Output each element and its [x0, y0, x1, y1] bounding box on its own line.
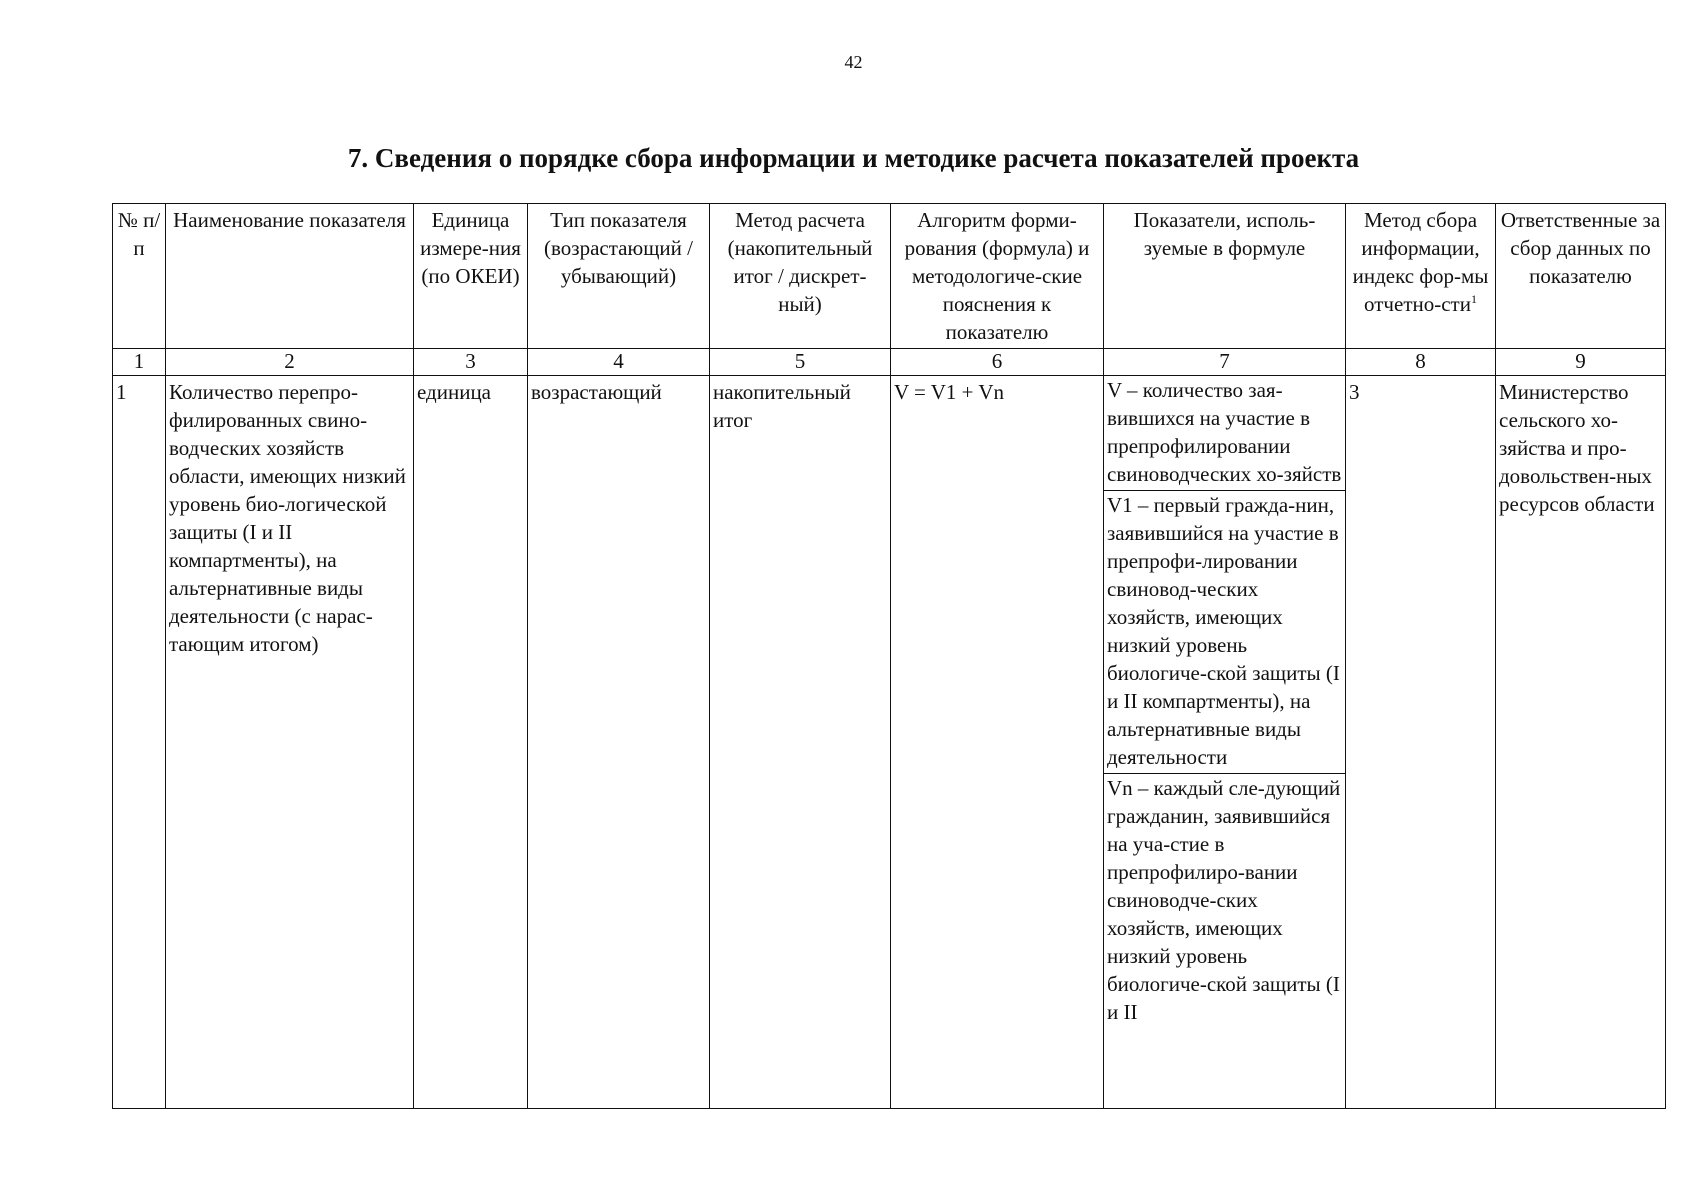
- column-number: 2: [166, 349, 414, 376]
- header-row: [113, 204, 1666, 349]
- footnote-marker: 1: [1470, 292, 1477, 306]
- column-number: 5: [710, 349, 891, 376]
- header-num: № п/п: [113, 204, 166, 349]
- variable-vn: Vn – каждый сле-дующий гражданин, заявившийся на уча-стие в препрофилиро-вании свиноводче-ских хозяйств, имеющих низкий уровень биологиче-ской защиты (I и II: [1107, 776, 1341, 1024]
- header-unit: Единица измере-ния (по ОКЕИ): [414, 204, 528, 349]
- header-responsible: Ответственные за сбор данных по показателю: [1496, 204, 1666, 349]
- variable-v1: V1 – первый гражда-нин, заявившийся на участие в препрофи-лировании свиновод-ческих хозяйств, имеющих низкий уровень биологиче-ской защиты (I и II компартменты), на альтернативные виды деятельности: [1104, 491, 1345, 774]
- row-type: возрастающий: [528, 376, 710, 1109]
- header-indicators: Показатели, исполь-зуемые в формуле: [1104, 204, 1346, 349]
- variable-v: V – количество зая-вившихся на участие в препрофилировании свиноводческих хо-зяйств: [1104, 376, 1345, 491]
- indicators-table: [112, 203, 1666, 1109]
- header-type: Тип показателя (возрастающий / убывающий): [528, 204, 710, 349]
- column-number: 1: [113, 349, 166, 376]
- section-title: 7. Сведения о порядке сбора информации и методике расчета показателей проекта: [347, 143, 1360, 173]
- row-num: 1: [113, 376, 166, 1109]
- column-number: 8: [1346, 349, 1496, 376]
- row-collection: 3: [1346, 376, 1496, 1109]
- header-method: Метод расчета (накопительный итог / дискрет-ный): [710, 204, 891, 349]
- column-number: 7: [1104, 349, 1346, 376]
- table-row: [113, 376, 1666, 1109]
- column-number: 3: [414, 349, 528, 376]
- row-responsible: Министерство сельского хо-зяйства и про-довольствен-ных ресурсов области: [1496, 376, 1666, 1109]
- row-variables: [1104, 376, 1346, 1109]
- header-collection: [1346, 204, 1496, 349]
- column-number: 9: [1496, 349, 1666, 376]
- header-name: Наименование показателя: [166, 204, 414, 349]
- header-collection-text: Метод сбора информации, индекс фор-мы отчетно-сти: [1352, 208, 1489, 316]
- column-number-row: [113, 349, 1666, 376]
- row-method: накопительный итог: [710, 376, 891, 1109]
- row-unit: единица: [414, 376, 528, 1109]
- page-number: 42: [844, 52, 863, 72]
- row-name: Количество перепро-филированных свино-водческих хозяйств области, имеющих низкий уровень био-логической защиты (I и II компартменты), на альтернативные виды деятельности (с нарас-тающим итогом): [166, 376, 414, 1109]
- row-formula: V = V1 + Vn: [891, 376, 1104, 1109]
- header-algorithm: Алгоритм форми-рования (формула) и методологиче-ские пояснения к показателю: [891, 204, 1104, 349]
- column-number: 4: [528, 349, 710, 376]
- column-number: 6: [891, 349, 1104, 376]
